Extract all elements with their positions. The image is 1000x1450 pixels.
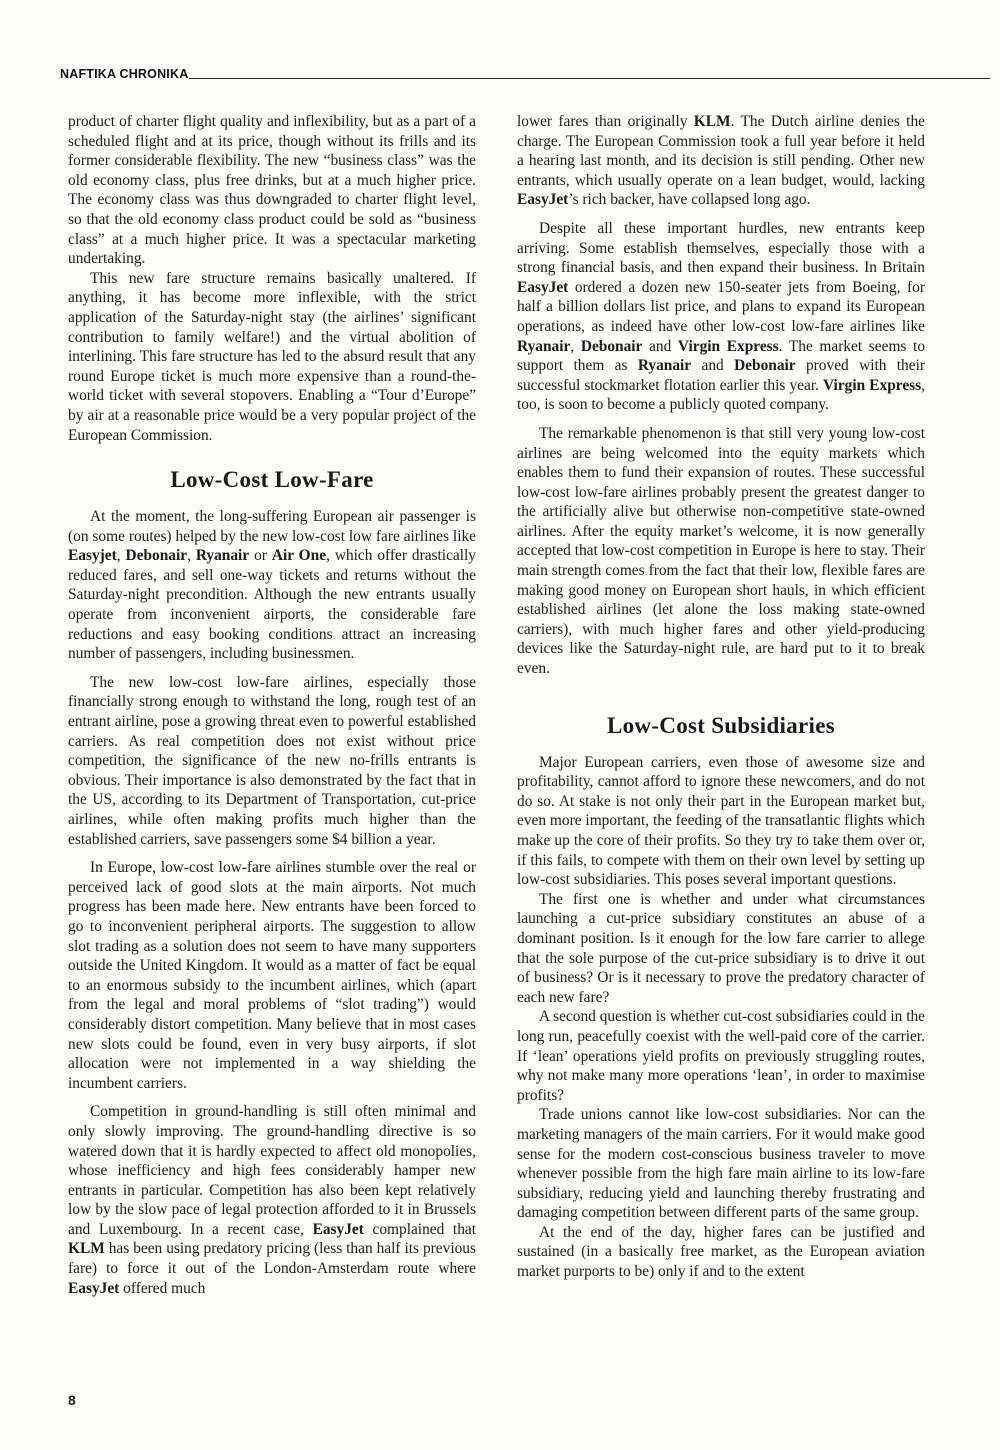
airline-name: Ryanair bbox=[195, 547, 250, 565]
left-paragraph-1: product of charter flight quality and inflexibility, but as a part of a scheduled flight and at its price, though without its frills and its former considerable flexibility. The new “business class” was the old economy class, plus free drinks, but at a much higher price. The economy class was thus downgraded to charter flight level, so that the old economy class product could be sold as “business class” at a much higher price. It was a spectacular marketing undertaking. bbox=[68, 113, 476, 268]
left-paragraph-4: The new low-cost low-fare airlines, especially those financially strong enough to withstand the long, rough test of an entrant airline, pose a growing threat even to powerful established carriers. As real competition does not exist without price competition, the significance of the new no-frills entrants is obvious. Their importance is also demonstrated by the fact that in the US, according to its Department of Transportation, cut-price airlines, while often making profits much higher than the established carriers, save passengers some $4 billion a year. bbox=[68, 673, 476, 848]
airline-name: Virgin Express bbox=[677, 337, 779, 355]
page-number: 8 bbox=[68, 1392, 76, 1408]
right-column bbox=[517, 112, 925, 1282]
airline-name: KLM bbox=[693, 113, 731, 130]
airline-name: KLM bbox=[68, 1240, 105, 1258]
airline-name: Ryanair bbox=[637, 357, 692, 375]
section-heading-low-cost-subsidiaries: Low-Cost Subsidiaries bbox=[606, 712, 836, 738]
airline-name: Easyjet bbox=[68, 547, 117, 565]
left-paragraph-2: This new fare structure remains basically unaltered. If anything, it has become more inflexible, with the strict application of the Saturday-night stay (the airlines’ significant contribution to family welfare!) and the virtual abolition of interlining. This fare structure has led to the absurd result that any round Europe ticket is much more expensive than a round-the-world ticket with several stopovers. Enabling a “Tour d’Europe” by air at a reasonable price would be a very popular project of the European Commission. bbox=[68, 269, 476, 444]
section-heading-low-cost-low-fare: Low-Cost Low-Fare bbox=[170, 467, 374, 493]
left-paragraph-3: At the moment, the long-suffering European air passenger is (on some routes) helped by the new low-cost low fare airlines like Easyjet, Debonair, Ryanair or Air One, which offer drastically reduced fares, and sell one-way tickets and returns without the Saturday-night precondition. Although the new entrants usually operate from inconvenient airports, the considerable fare reductions and easy booking conditions attract an increasing number of passengers, including businessmen. bbox=[68, 508, 476, 663]
publication-name: NAFTIKA CHRONIKA bbox=[60, 66, 189, 81]
header-rule bbox=[189, 78, 990, 79]
airline-name: EasyJet bbox=[68, 1279, 120, 1297]
airline-name: Debonair bbox=[125, 547, 188, 565]
running-header bbox=[60, 58, 990, 80]
right-paragraph-6: A second question is whether cut-cost subsidiaries could in the long run, peacefully coexist with the well-paid core of the carrier. If ‘lean’ operations yield profits on previously struggling routes, why not make many more operations ‘lean’, in order to maximise profits? bbox=[517, 1008, 925, 1104]
airline-name: EasyJet bbox=[312, 1220, 364, 1238]
airline-name: Debonair bbox=[734, 357, 796, 375]
right-paragraph-1: lower fares than originally KLM. The Dutch airline denies the charge. The European Commission took a full year before it held a hearing last month, and its decision is still pending. Other new entrants, which usually operate on a lean budget, would, lacking EasyJet’s rich backer, have collapsed long ago. bbox=[517, 113, 925, 209]
left-column bbox=[68, 112, 476, 1298]
airline-name: Debonair bbox=[580, 337, 643, 355]
left-paragraph-6: Competition in ground-handling is still often minimal and only slowly improving. The ground-handling directive is so watered down that it is hardly expected to affect old monopolies, whose inefficiency and high fees considerably hamper new entrants in particular. Competition has also been kept relatively low by the slow pace of legal protection afforded to it in Brussels and Luxembourg. In a recent case, EasyJet complained that KLM has been using predatory pricing (less than half its previous fare) to force it out of the London-Amsterdam route where EasyJet offered much bbox=[68, 1103, 477, 1297]
right-paragraph-3: The remarkable phenomenon is that still very young low-cost airlines are being welcomed into the equity markets which enables them to fund their expansion of routes. These successful low-cost low-fare airlines probably present the greatest danger to the artificially alive but otherwise non-competitive state-owned airlines. After the equity market’s welcome, it is now generally accepted that low-cost competition in Europe is here to stay. Their main strength comes from the fact that their low, flexible fares are making good money on European short hauls, in which efficient established airlines (let alone the loss making state-owned carriers), with much higher fares and other yield-producing devices like the Saturday-night rule, are hard put to it to break even. bbox=[517, 424, 925, 678]
right-paragraph-4: Major European carriers, even those of awesome size and profitability, cannot afford to ignore these newcomers, and do not do so. At stake is not only their part in the European market but, even more important, the feeding of the transatlantic flights which make up the core of their profits. So they try to take them over or, if this fails, to compete with them on their own level by setting up low-cost subsidiaries. This poses several important questions. bbox=[517, 753, 925, 889]
airline-name: Virgin Express bbox=[823, 376, 922, 394]
right-paragraph-8: At the end of the day, higher fares can be justified and sustained (in a basically free market, as the European aviation market purports to be) only if and to the extent bbox=[517, 1223, 925, 1281]
right-paragraph-5: The first one is whether and under what circumstances launching a cut-price subsidiary constitutes an abuse of a dominant position. Is it enough for the low fare carrier to allege that the sole purpose of the cut-price subsidiary is to drive it out of business? Or is it necessary to prove the predatory character of each new fare? bbox=[517, 890, 925, 1006]
airline-name: Ryanair bbox=[517, 337, 571, 355]
right-paragraph-7: Trade unions cannot like low-cost subsidiaries. Nor can the marketing managers of the main carriers. For it would make good sense for the modern cost-conscious business traveler to move whenever possible from the high fare main airline to its low-fare subsidiary, reducing yield and launching thereby frustrating and damaging competition between different parts of the same group. bbox=[517, 1106, 925, 1222]
left-paragraph-5: In Europe, low-cost low-fare airlines stumble over the real or perceived lack of good slots at the main airports. Not much progress has been made here. New entrants have been forced to go to inconvenient peripheral airports. The suggestion to allow slot trading as a solution does not seem to have many supporters outside the United Kingdom. It would as a matter of fact be equal to an enormous subsidy to the incumbent airlines, which (apart from the legal and moral problems of “slot trading”) would considerably distort competition. Many believe that in most cases new slots could be found, even in very busy airports, if slot allocation were not implemented in a way shielding the incumbent carriers. bbox=[68, 859, 476, 1092]
airline-name: Air One bbox=[271, 547, 327, 565]
airline-name: EasyJet bbox=[517, 278, 569, 296]
right-paragraph-2: Despite all these important hurdles, new entrants keep arriving. Some establish themselves, especially those with a strong financial basis, and then expand their business. In Britain EasyJet ordered a dozen new 150-seater jets from Boeing, for half a billion dollars list price, and plans to expand its European operations, as indeed have other low-cost low-fare airlines like Ryanair, Debonair and Virgin Express. The market seems to support them as Ryanair and Debonair proved with their successful stockmarket flotation earlier this year. Virgin Express, too, is soon to become a publicly quoted company. bbox=[517, 219, 926, 414]
airline-name: EasyJet bbox=[517, 191, 569, 209]
